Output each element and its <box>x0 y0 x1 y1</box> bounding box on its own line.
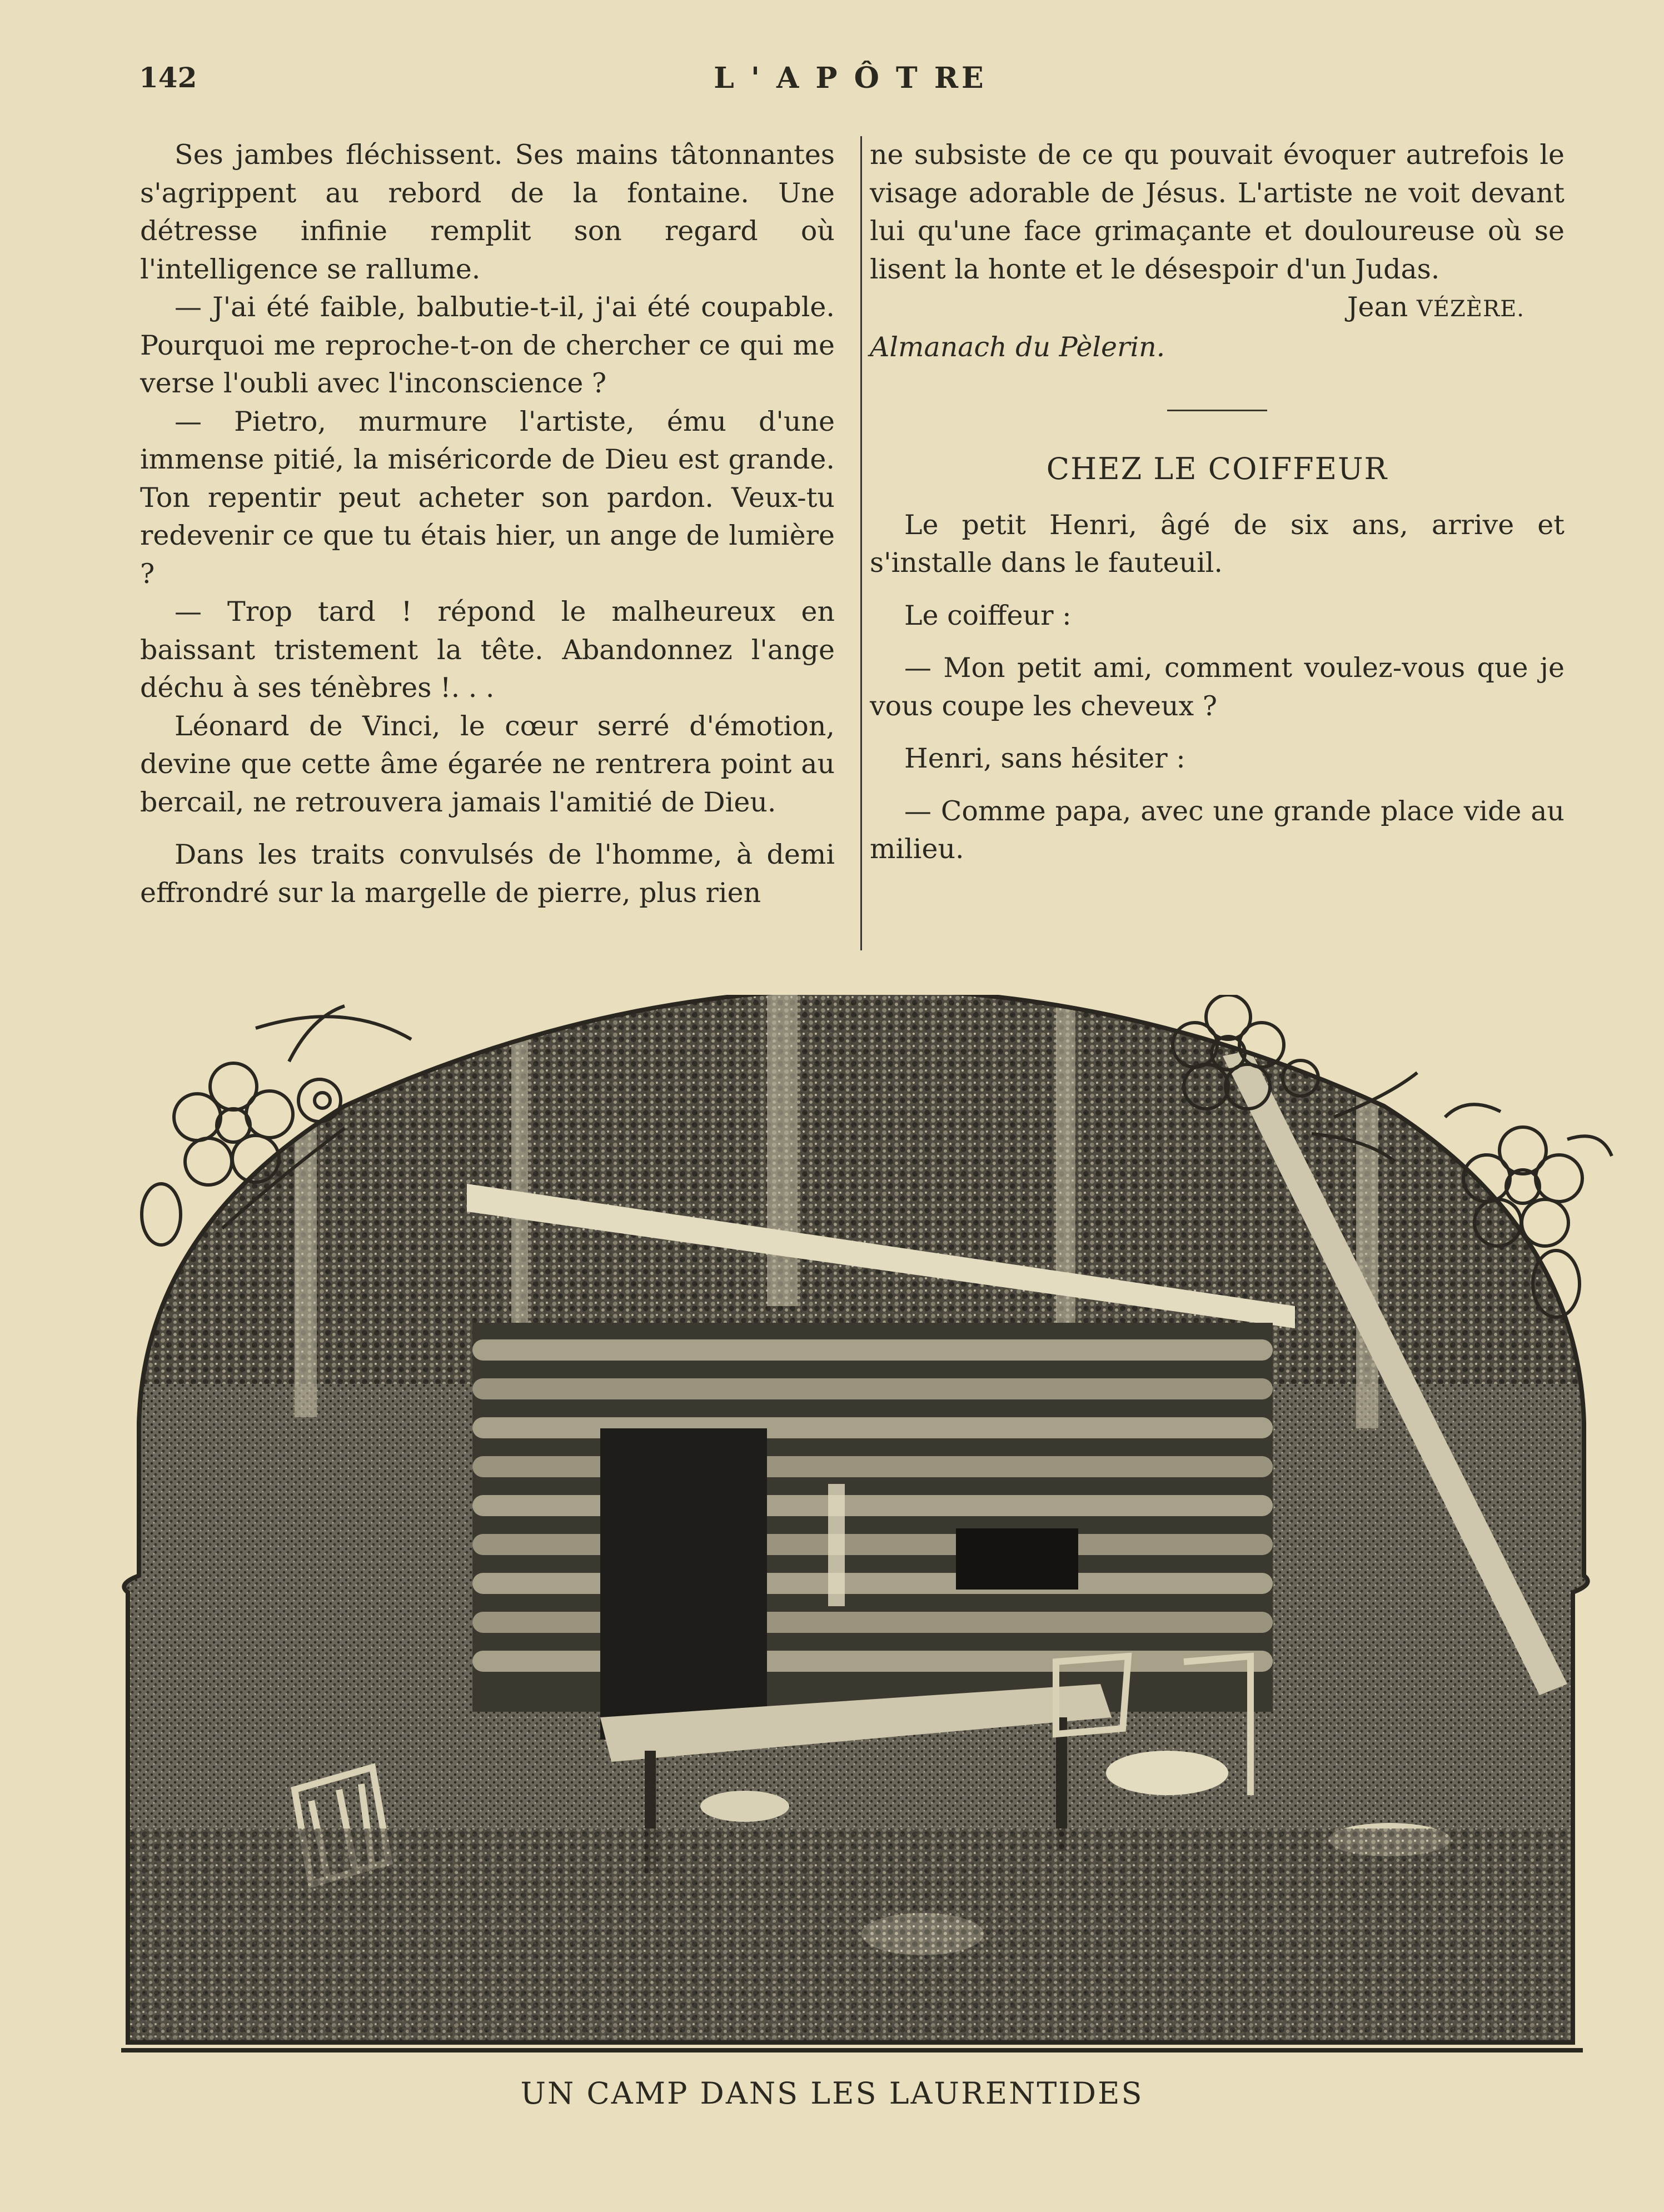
cabin-door <box>600 1428 767 1740</box>
paragraph: Le petit Henri, âgé de six ans, arrive et s'installe dans le fauteuil. <box>870 509 1565 579</box>
stool-seat <box>700 1791 789 1822</box>
photo-illustration <box>111 995 1617 2056</box>
author-signature <box>870 288 1565 328</box>
paragraph: — Trop tard ! répond le malheureux en baissant tristement la tête. Abandonnez l'ange déchu à ses ténèbres !. . . <box>140 596 835 704</box>
separator-rule <box>1167 410 1267 411</box>
running-head: L ' A P Ô T RE <box>714 61 987 95</box>
author-last-name: VÉZÈRE. <box>1416 296 1524 322</box>
page-number: 142 <box>139 61 197 94</box>
paragraph: — Pietro, murmure l'artiste, ému d'une immense pitié, la miséricorde de Dieu est grande. Ton repentir peut acheter son pardon. Veux-tu redevenir ce que tu étais hier, un ange de lumière ? <box>140 405 835 590</box>
paragraph: — Comme papa, avec une grande place vide au milieu. <box>870 795 1565 865</box>
paragraph-continuation: ne subsiste de ce qu pouvait évoquer autrefois le visage adorable de Jésus. L'artiste ne voit devant lui qu'une face grimaçante et douloureuse où se lisent la honte et le désespoir d'un Judas. <box>870 139 1565 285</box>
paragraph: Léonard de Vinci, le cœur serré d'émotion, devine que cette âme égarée ne rentrera point au bercail, ne retrouvera jamais l'amitié de Dieu. <box>140 710 835 818</box>
log-cabin-photo <box>111 995 1617 2056</box>
source-credit: Almanach du Pèlerin. <box>870 331 1165 363</box>
paragraph: Le coiffeur : <box>904 599 1072 631</box>
paragraph: — J'ai été faible, balbutie-t-il, j'ai été coupable. Pourquoi me reproche-t-on de chercher ce qui me verse l'oubli avec l'inconscience ? <box>140 291 835 399</box>
page-header <box>139 61 1562 106</box>
right-column <box>870 136 1565 869</box>
photo-caption: UN CAMP DANS LES LAURENTIDES <box>520 2076 1144 2111</box>
author-first-name: Jean <box>1347 291 1408 323</box>
cabin-window <box>956 1528 1078 1590</box>
paragraph: Henri, sans hésiter : <box>904 743 1185 774</box>
log-wall <box>472 1323 1273 1712</box>
left-column <box>140 136 835 912</box>
section-title: CHEZ LE COIFFEUR <box>1046 451 1388 486</box>
column-divider <box>860 136 862 950</box>
paragraph: Ses jambes fléchissent. Ses mains tâtonnantes s'agrippent au rebord de la fontaine. Une détresse infinie remplit son regard où l'intelligence se rallume. <box>140 139 835 285</box>
paragraph: — Mon petit ami, comment voulez-vous que je vous coupe les cheveux ? <box>870 652 1565 722</box>
paragraph: Dans les traits convulsés de l'homme, à demi effrondré sur la margelle de pierre, plus rien <box>140 839 835 909</box>
